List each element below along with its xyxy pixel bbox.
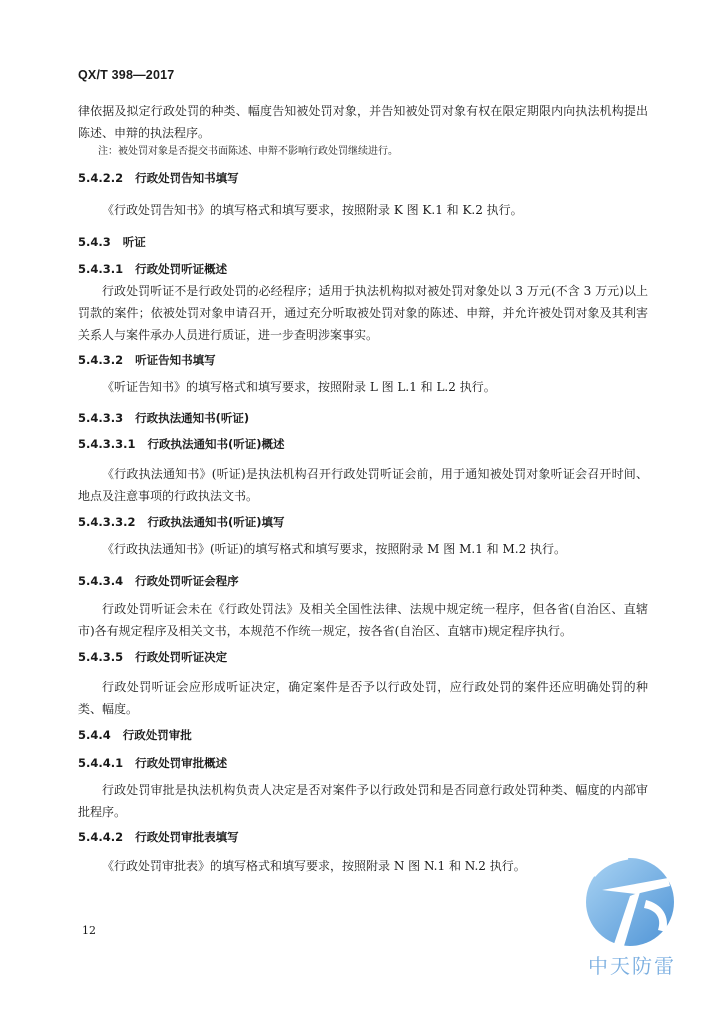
paragraph-5-4-3-3-1: 《行政执法通知书》(听证)是执法机构召开行政处罚听证会前，用于通知被处罚对象听证会召开时间、地点及注意事项的行政执法文书。 (78, 467, 648, 503)
heading-title: 听证告知书填写 (135, 353, 216, 367)
heading-title: 行政处罚审批 (122, 728, 192, 742)
paragraph-5-4-2-2: 《行政处罚告知书》的填写格式和填写要求，按照附录 K 图 K.1 和 K.2 执行。 (102, 203, 523, 217)
heading-5-4-4-1 (78, 755, 227, 771)
heading-number: 5.4.3.1 (78, 262, 124, 276)
heading-5-4-3-2 (78, 352, 216, 368)
heading-5-4-3-3-2 (78, 514, 285, 530)
zhongtian-logo-icon (584, 856, 684, 948)
heading-number: 5.4.3.3 (78, 411, 124, 425)
heading-5-4-3-3 (78, 410, 249, 426)
note-text: 注：被处罚对象是否提交书面陈述、申辩不影响行政处罚继续进行。 (98, 146, 398, 157)
heading-5-4-2-2 (78, 170, 239, 186)
heading-title: 行政处罚告知书填写 (135, 171, 239, 185)
heading-title: 行政处罚听证决定 (135, 650, 228, 664)
heading-5-4-3-3-1 (78, 436, 285, 452)
paragraph-5-4-3-1: 行政处罚听证不是行政处罚的必经程序；适用于执法机构拟对被处罚对象处以 3 万元(不含 3 万元)以上罚款的案件；依被处罚对象申请召开，通过充分听取被处罚对象的陈述、申辩，并允许被处罚对象及其利害关系人与案件承办人员进行质证，进一步查明涉案事实。 (78, 284, 648, 342)
heading-title: 听证 (122, 235, 146, 249)
paragraph-5-4-3-4: 行政处罚听证会未在《行政处罚法》及相关全国性法律、法规中规定统一程序，但各省(自治区、直辖市)各有规定程序及相关文书，本规范不作统一规定，按各省(自治区、直辖市)规定程序执行。 (78, 602, 648, 638)
paragraph-5-4-3-3-2: 《行政执法通知书》(听证)的填写格式和填写要求，按照附录 M 图 M.1 和 M.2 执行。 (102, 542, 567, 556)
heading-number: 5.4.3.5 (78, 650, 124, 664)
heading-5-4-4 (78, 727, 192, 743)
heading-number: 5.4.3.3.1 (78, 437, 136, 451)
heading-number: 5.4.4.2 (78, 830, 124, 844)
heading-number: 5.4.4 (78, 728, 111, 742)
paragraph-5-4-3-5: 行政处罚听证会应形成听证决定，确定案件是否予以行政处罚，应行政处罚的案件还应明确处罚的种类、幅度。 (78, 680, 648, 716)
heading-5-4-3-1 (78, 261, 227, 277)
heading-5-4-3 (78, 234, 146, 250)
heading-5-4-3-4 (78, 573, 239, 589)
paragraph-5-4-4-1: 行政处罚审批是执法机构负责人决定是否对案件予以行政处罚和是否同意行政处罚种类、幅度的内部审批程序。 (78, 783, 648, 819)
heading-5-4-4-2 (78, 829, 239, 845)
heading-title: 行政执法通知书(听证)填写 (147, 515, 285, 529)
heading-number: 5.4.3.4 (78, 574, 124, 588)
heading-number: 5.4.3.2 (78, 353, 124, 367)
heading-number: 5.4.2.2 (78, 171, 124, 185)
watermark-text: 中天防雷 (588, 954, 676, 978)
paragraph-5-4-4-2: 《行政处罚审批表》的填写格式和填写要求，按照附录 N 图 N.1 和 N.2 执行。 (102, 859, 526, 873)
heading-number: 5.4.4.1 (78, 756, 124, 770)
heading-title: 行政处罚听证概述 (135, 262, 228, 276)
heading-title: 行政执法通知书(听证)概述 (147, 437, 285, 451)
heading-number: 5.4.3.3.2 (78, 515, 136, 529)
heading-title: 行政执法通知书(听证) (135, 411, 250, 425)
heading-title: 行政处罚审批概述 (135, 756, 228, 770)
paragraph-5-4-3-2: 《听证告知书》的填写格式和填写要求，按照附录 L 图 L.1 和 L.2 执行。 (102, 380, 496, 394)
heading-title: 行政处罚审批表填写 (135, 830, 239, 844)
page-number: 12 (82, 924, 96, 937)
heading-title: 行政处罚听证会程序 (135, 574, 239, 588)
intro-continuation-paragraph: 律依据及拟定行政处罚的种类、幅度告知被处罚对象，并告知被处罚对象有权在限定期限内向执法机构提出陈述、申辩的执法程序。 (78, 104, 648, 140)
heading-5-4-3-5 (78, 649, 227, 665)
heading-number: 5.4.3 (78, 235, 111, 249)
standard-code-header: QX/T 398—2017 (78, 68, 175, 82)
